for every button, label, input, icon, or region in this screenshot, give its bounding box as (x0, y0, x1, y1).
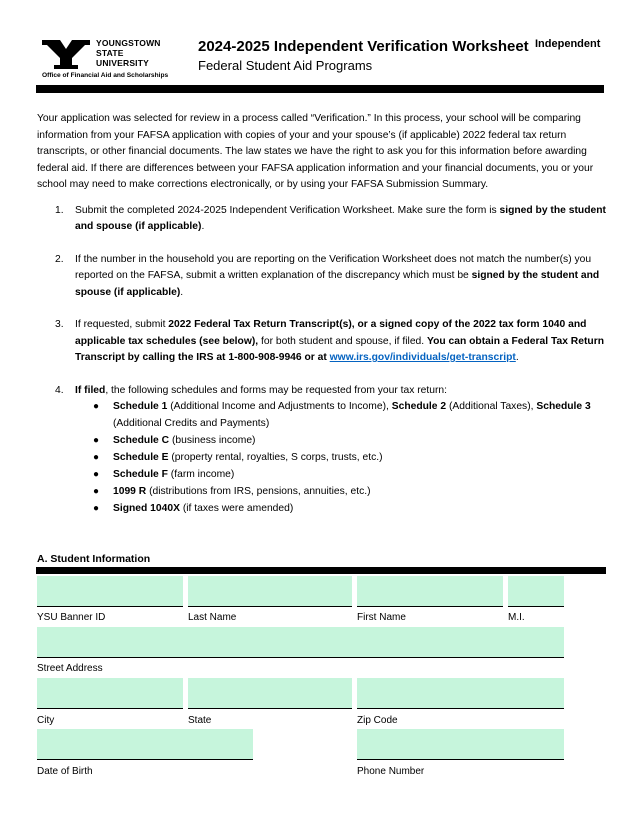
date-of-birth-field[interactable] (37, 729, 253, 760)
step-text: If requested, submit (75, 319, 169, 330)
step-end: . (180, 286, 184, 298)
phone-number-label: Phone Number (357, 766, 425, 777)
last-name-field[interactable] (188, 576, 352, 607)
bullet-icon: ● (93, 502, 100, 514)
bullet-icon: ● (93, 401, 100, 412)
step-4 (37, 383, 607, 518)
step-bold-text: signed by the student and spouse (if applicable) (75, 204, 606, 232)
schedule-name-2: Schedule 2 (391, 401, 447, 412)
date-of-birth-label: Date of Birth (37, 766, 93, 777)
bullet-icon: ● (93, 485, 100, 497)
step-text: Submit the completed 2024-2025 Independent Verification Worksheet. Make sure the form is (75, 204, 500, 216)
state-field[interactable] (188, 678, 352, 709)
intro-paragraph: Your application was selected for review in a process called “Verification.” In this process, your school will be comparing information from your FAFSA application with copies of your and your spouse’s (if applicable) 2022 federal tax return transcripts, or other financial documents. The law states we have the right to ask you for this information before awarding federal aid. If there are differences between your FAFSA application information and your financial documents, you or your school may need to make corrections electronically, or by using your FAFSA Submission Summary. (37, 113, 594, 190)
last-name-label: Last Name (188, 612, 237, 623)
schedule-name: Schedule 1 (113, 401, 168, 412)
step-bold-text: If filed (75, 384, 106, 396)
schedule-desc: (if taxes were amended) (179, 502, 294, 514)
bullet-icon: ● (93, 434, 100, 446)
step-text-mid: for both student and spouse, if filed. (258, 335, 427, 347)
steps-list (37, 203, 607, 518)
street-address-field[interactable] (37, 627, 564, 658)
step-1 (37, 203, 607, 236)
page-subtitle: Federal Student Aid Programs (198, 58, 373, 73)
middle-initial-label: M.I. (508, 612, 525, 623)
bullet-icon: ● (93, 451, 100, 463)
middle-initial-field[interactable] (508, 576, 564, 607)
logo-office-name: Office of Financial Aid and Scholarships (42, 72, 169, 79)
irs-transcript-link[interactable]: www.irs.gov/individuals/get-transcript (329, 352, 516, 363)
instructions (37, 111, 607, 518)
step-3 (37, 317, 607, 367)
step-number: 3. (55, 319, 64, 330)
schedule-desc: (distributions from IRS, pensions, annuities, etc.) (146, 485, 371, 497)
worksheet-type-tag: Independent (535, 38, 601, 50)
bullet-icon: ● (93, 468, 100, 480)
step-2 (37, 252, 607, 302)
schedule-desc: (farm income) (167, 468, 235, 480)
list-item (93, 501, 607, 518)
step-text: , the following schedules and forms may be requested from your tax return: (105, 384, 448, 396)
step-end: . (515, 352, 519, 363)
list-item (93, 484, 607, 501)
section-divider (36, 567, 606, 574)
city-label: City (37, 715, 55, 726)
section-title: A. Student Information (37, 553, 151, 565)
state-label: State (188, 715, 212, 726)
schedule-name: Schedule F (113, 468, 168, 480)
schedule-desc-3: (Additional Credits and Payments) (113, 417, 270, 429)
schedule-desc-2: (Additional Taxes), (446, 401, 537, 412)
step-bold-text: signed by the student and spouse (if applicable) (75, 270, 600, 298)
zip-code-field[interactable] (357, 678, 564, 709)
first-name-label: First Name (357, 612, 406, 623)
first-name-field[interactable] (357, 576, 503, 607)
zip-code-label: Zip Code (357, 715, 398, 726)
schedule-desc: (business income) (169, 434, 256, 446)
ysu-banner-id-label: YSU Banner ID (37, 612, 106, 623)
list-item (93, 467, 607, 484)
ysu-banner-id-field[interactable] (37, 576, 183, 607)
page-title: 2024-2025 Independent Verification Worksheet (198, 38, 529, 55)
schedule-name: 1099 R (113, 485, 147, 497)
schedule-name: Schedule C (113, 434, 170, 446)
step-bold-text: 2022 Federal Tax Return Transcript(s), or a signed copy of the 2022 tax form 1040 and applicable tax schedules (see below), (75, 319, 587, 347)
step-number: 2. (55, 253, 64, 265)
step-number: 4. (55, 384, 64, 396)
list-item (93, 399, 607, 432)
logo-university-name: YOUNGSTOWN STATE UNIVERSITY (96, 38, 161, 68)
header-divider (36, 85, 604, 93)
schedule-desc: (Additional Income and Adjustments to Income), (167, 401, 392, 412)
city-field[interactable] (37, 678, 183, 709)
step-bold-text-2: You can obtain a Federal Tax Return Transcript by calling the IRS at 1-800-908-9946 or at (75, 335, 604, 363)
step-end: . (201, 221, 205, 232)
ysu-logo (40, 38, 170, 82)
student-information-section (37, 553, 607, 565)
ysu-y-logo-icon (40, 38, 92, 70)
list-item (93, 433, 607, 450)
step-number: 1. (55, 204, 64, 216)
schedule-desc: (property rental, royalties, S corps, trusts, etc.) (168, 451, 383, 463)
schedule-name: Schedule E (113, 451, 169, 463)
street-address-label: Street Address (37, 663, 103, 674)
schedules-list (75, 399, 607, 517)
schedule-name: Signed 1040X (113, 502, 180, 514)
page-header (0, 0, 640, 96)
step-text: If the number in the household you are reporting on the Verification Worksheet does not match the number(s) you reported on the FAFSA, submit a written explanation of the discrepancy which must be (75, 253, 592, 281)
phone-number-field[interactable] (357, 729, 564, 760)
schedule-name-3: Schedule 3 (536, 401, 591, 412)
list-item (93, 450, 607, 467)
